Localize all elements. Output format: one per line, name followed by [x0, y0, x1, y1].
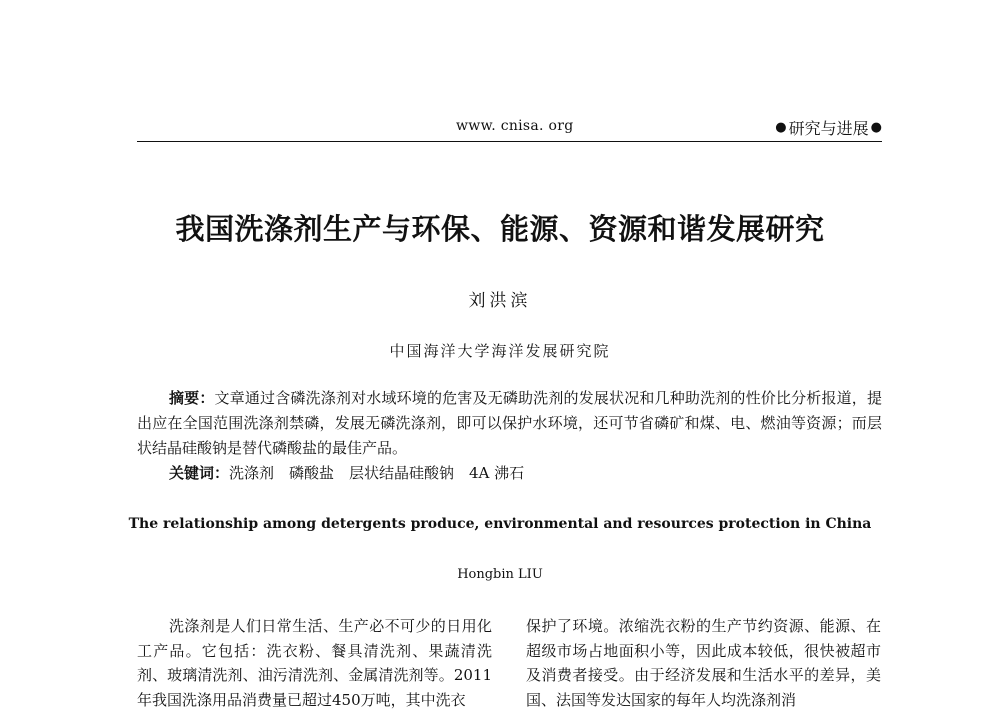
- body-left-column: 洗涤剂是人们日常生活、生产必不可少的日用化工产品。它包括：洗衣粉、餐具清洗剂、果蔬清洗剂、玻璃清洗剂、油污清洗剂、金属清洗剂等。2011年我国洗涤用品消费量已超过450万吨，其中洗衣: [137, 617, 492, 709]
- keywords: [169, 462, 524, 483]
- section-label-text: 研究与进展: [788, 119, 869, 138]
- header-url[interactable]: www. cnisa. org: [456, 118, 574, 134]
- abstract: [137, 386, 882, 461]
- author-affiliation: 中国海洋大学海洋发展研究院: [389, 342, 611, 360]
- keywords-label: 关键词：: [169, 464, 230, 482]
- header-rule: [137, 141, 882, 142]
- author-name: 刘洪滨: [468, 291, 532, 311]
- header-section-label: [775, 116, 882, 139]
- body-right-column: 保护了环境。浓缩洗衣粉的生产节约资源、能源、在超级市场占地面积小等，因此成本较低，很快被超市及消费者接受。由于经济发展和生活水平的差异，美国、法国等发达国家的每年人均洗涤剂消: [526, 617, 881, 709]
- bullet-left: ●: [775, 120, 787, 135]
- bullet-right: ●: [870, 120, 882, 135]
- english-author: Hongbin LIU: [457, 567, 543, 582]
- article-title: 我国洗涤剂生产与环保、能源、资源和谐发展研究: [175, 212, 825, 246]
- english-title: The relationship among detergents produce, environmental and resources protection in China: [128, 516, 872, 532]
- keywords-text: 洗涤剂 磷酸盐 层状结晶硅酸钠 4A 沸石: [229, 464, 525, 482]
- abstract-text: 文章通过含磷洗涤剂对水域环境的危害及无磷助洗剂的发展状况和几种助洗剂的性价比分析报道，提出应在全国范围洗涤剂禁磷，发展无磷洗涤剂，即可以保护水环境，还可节省磷矿和煤、电、燃油等资源；而层状结晶硅酸钠是替代磷酸盐的最佳产品。: [137, 389, 882, 457]
- abstract-label: 摘要：: [169, 389, 215, 407]
